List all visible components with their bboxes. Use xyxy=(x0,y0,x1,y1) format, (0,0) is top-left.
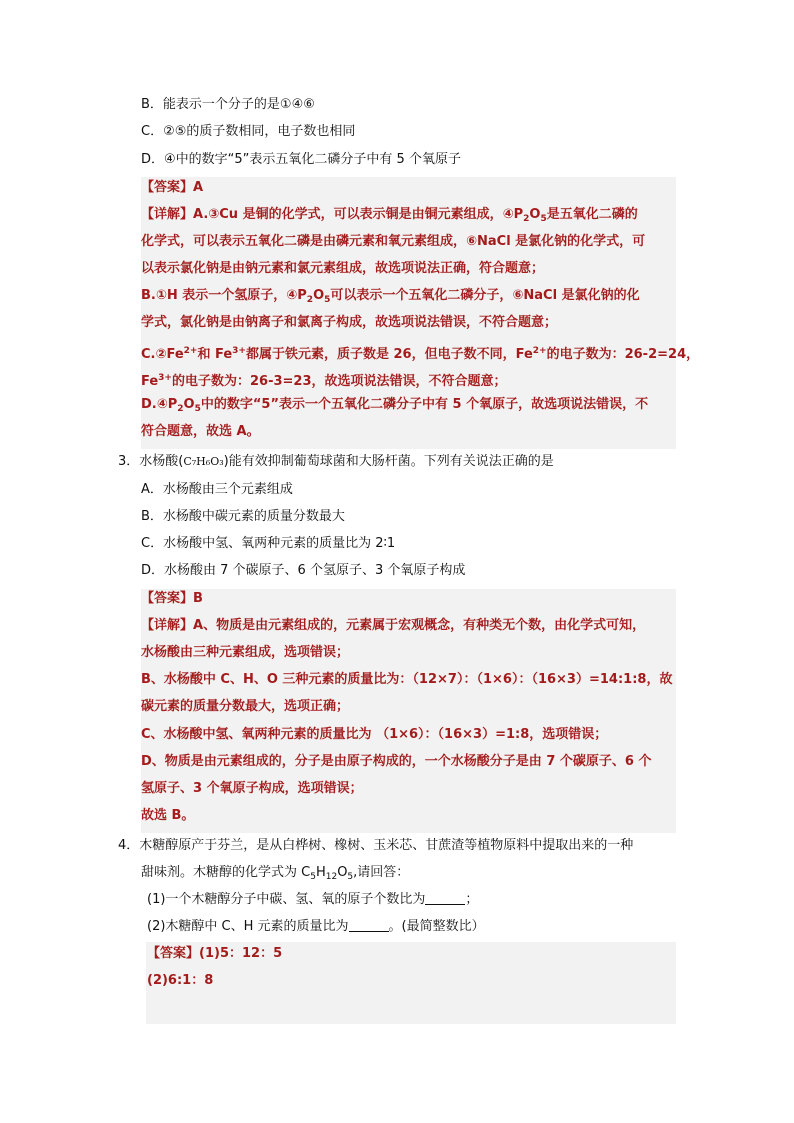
q2-option-b: B．能表示一个分子的是①④⑥ xyxy=(141,97,315,112)
q3-option-d: D．水杨酸由 7 个碳原子、6 个氢原子、3 个氧原子构成 xyxy=(141,563,466,578)
q2-explain-b2: 学式，氯化钠是由钠离子和氯离子构成，故选项说法错误，不符合题意； xyxy=(141,315,558,330)
q3-explain-a1: 【详解】A、物质是由元素组成的，元素属于宏观概念，有种类无个数，由化学式可知， xyxy=(141,618,646,633)
question-number: 3． xyxy=(118,454,140,469)
q2-explain-d2: 符合题意，故选 A。 xyxy=(141,424,260,439)
q2-explain-a3: 以表示氯化钠是由钠元素和氯元素组成，故选项说法正确，符合题意； xyxy=(141,261,545,276)
q3-explain-c1: C、水杨酸中氢、氧两种元素的质量比为 （1×6）：（16×3）=1:8，选项错误； xyxy=(141,727,608,742)
q3-explain-d2: 氢原子、3 个氧原子构成，选项错误； xyxy=(141,781,363,796)
answer-label: 【答案】 xyxy=(147,946,200,961)
q3-explain-a2: 水杨酸由三种元素组成，选项错误； xyxy=(141,645,350,660)
q3-explain-b2: 碳元素的质量分数最大，选项正确； xyxy=(141,699,350,714)
q4-answer-1: 【答案】(1)5：12：5 xyxy=(147,946,283,961)
q4-part-2: (2)木糖醇中 C、H 元素的质量比为 。(最简整数比） xyxy=(147,919,485,934)
answer-value: A xyxy=(193,180,204,195)
answer-label: 【答案】 xyxy=(141,591,194,606)
q3-explain-b1: B、水杨酸中 C、H、O 三种元素的质量比为：（12×7）：（1×6）：（16×3）=14:1:8，故 xyxy=(141,672,673,687)
q4-answer-2: (2)6:1：8 xyxy=(147,973,214,988)
q2-explain-c2: $Fe^{3+}$的电子数为：26-3=23，故选项说法错误，不符合题意； xyxy=(141,373,507,389)
q3-option-c: C．水杨酸中氢、氧两种元素的质量比为 2∶1 xyxy=(141,536,396,551)
q2-explain-c1: $C.②Fe^{2+}$和 $Fe^{3+}$都属于铁元素，质子数是 26，但电子数不同，$Fe^{2+}$的电子数为：26-2=24， xyxy=(141,346,700,362)
q2-option-d: D．④中的数字“5”表示五氧化二磷分子中有 5 个氧原子 xyxy=(141,152,461,167)
q2-explain-a2: 化学式，可以表示五氧化二磷是由磷元素和氧元素组成，⑥NaCl 是氯化钠的化学式，可 xyxy=(141,234,646,249)
explain-label: 【详解】 xyxy=(141,207,194,222)
q2-answer xyxy=(141,179,203,197)
answer-blank[interactable] xyxy=(349,919,389,932)
answer-blank[interactable] xyxy=(425,892,465,905)
answer-label: 【答案】 xyxy=(141,180,194,195)
q3-answer xyxy=(141,590,203,608)
q2-option-c: C．②⑤的质子数相同，电子数也相同 xyxy=(141,124,356,139)
q3-stem: 3．水杨酸(C₇H₆O₃)能有效抑制葡萄球菌和大肠杆菌。下列有关说法正确的是 xyxy=(118,454,554,469)
q4-stem-2: 甜味剂。木糖醇的化学式为 $C_5H_{12}O_5$,请回答： xyxy=(141,865,410,882)
q3-explain-end: 故选 B。 xyxy=(141,808,195,823)
q4-stem-1: 4．木糖醇原产于芬兰，是从白桦树、橡树、玉米芯、甘蔗渣等植物原料中提取出来的一种 xyxy=(118,838,634,853)
question-number: 4． xyxy=(118,838,140,853)
q3-option-b: B．水杨酸中碳元素的质量分数最大 xyxy=(141,509,345,524)
q2-explain-a1: 【详解】A.③Cu 是铜的化学式，可以表示铜是由铜元素组成，$④P_2O_5$是五氧化二磷的 xyxy=(141,207,638,224)
answer-value: B xyxy=(193,591,203,606)
q3-option-a: A．水杨酸由三个元素组成 xyxy=(141,482,293,497)
q2-explain-b1: B.①H 表示一个氢原子，$④P_2O_5$可以表示一个五氧化二磷分子，⑥NaCl 是氯化钠的化 xyxy=(141,288,640,305)
q4-part-1: (1)一个木糖醇分子中碳、氢、氧的原子个数比为 ； xyxy=(147,892,479,907)
formula: C₇H₆O₃ xyxy=(183,455,224,468)
q3-explain-d1: D、物质是由元素组成的，分子是由原子构成的，一个水杨酸分子是由 7 个碳原子、6 个 xyxy=(141,754,652,769)
q2-explain-d1: $D.④P_2O_5$中的数字“5”表示一个五氧化二磷分子中有 5 个氧原子，故选项说法错误，不 xyxy=(141,397,649,414)
explain-label: 【详解】 xyxy=(141,618,194,633)
